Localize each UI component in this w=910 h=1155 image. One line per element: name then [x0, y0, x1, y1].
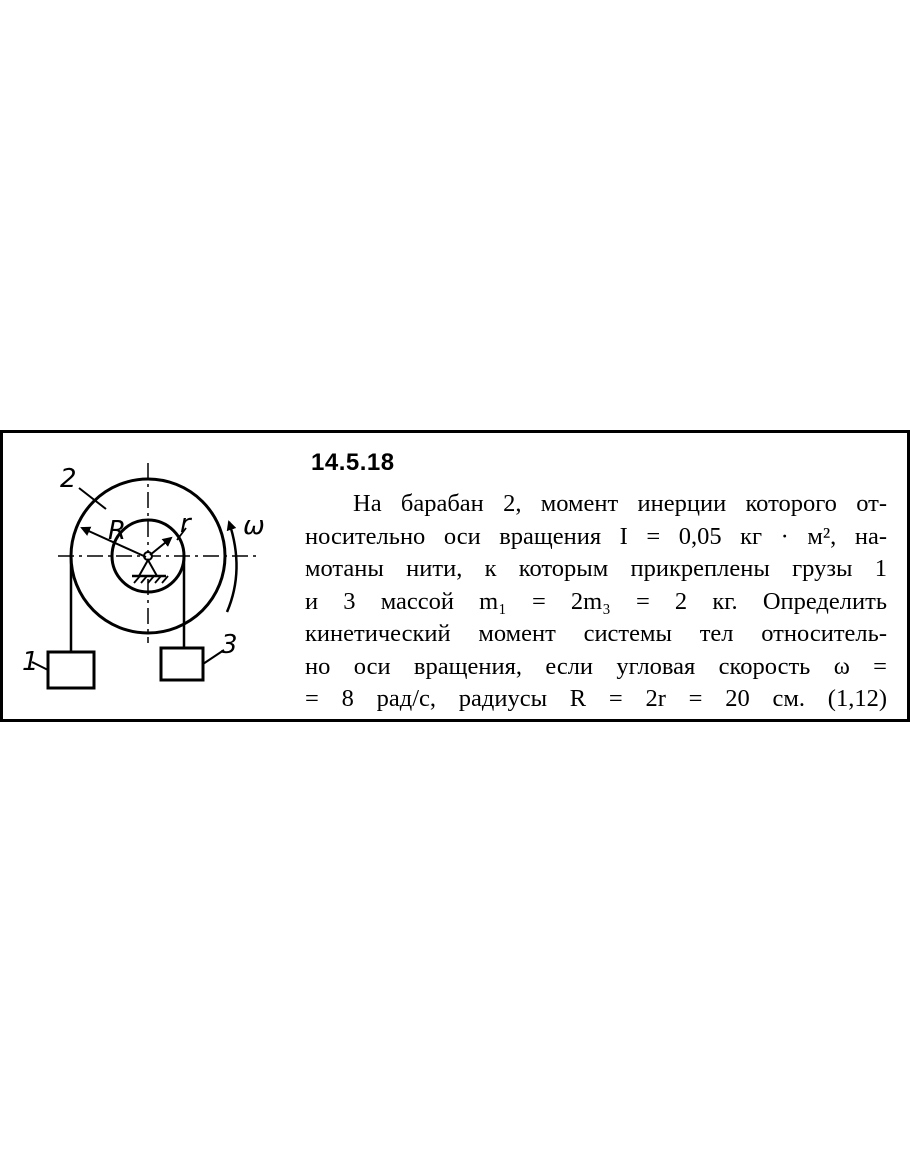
omega-label: ω [243, 511, 265, 541]
rotation-arrow [227, 522, 237, 612]
problem-statement [305, 488, 887, 716]
statement-line: и 3 массой m₁ = 2m₃ = 2 кг. Определить [305, 587, 887, 615]
statement-line: мотаны нити, к которым прикреплены грузы 1 [305, 555, 887, 582]
inner-radius-arrow [150, 538, 171, 555]
problem-number: 14.5.18 [311, 449, 395, 476]
outer-radius-label: R [108, 516, 127, 546]
load-3-box [161, 648, 203, 680]
statement-line: но оси вращения, если угловая скорость ω = [305, 652, 887, 680]
label-2-leader [79, 488, 106, 509]
load-1-box [48, 652, 94, 688]
statement-line: = 8 рад/с, радиусы R = 2r = 20 см. (1,12) [305, 685, 887, 712]
drum-label: 2 [60, 464, 77, 494]
inner-radius-label: r [180, 509, 191, 539]
mechanism-figure [0, 430, 300, 722]
statement-line: На барабан 2, момент инерции которого от- [353, 490, 887, 517]
load-3-label: 3 [221, 630, 238, 660]
statement-line: кинетический момент системы тел относитель- [305, 620, 887, 647]
statement-line: носительно оси вращения I = 0,05 кг · м², на- [305, 522, 887, 550]
load-1-label: 1 [22, 647, 39, 677]
